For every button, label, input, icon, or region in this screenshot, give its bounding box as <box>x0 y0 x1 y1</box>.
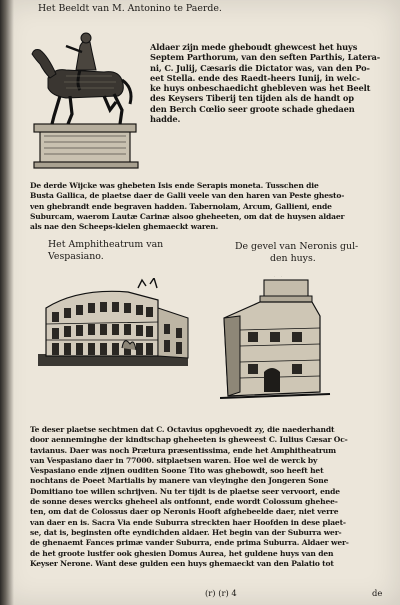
text-line: De derde Wijcke was ghebeten Isis ende Serapis moneta. Tusschen die <box>30 181 319 190</box>
text-line: de sonne deses wercks gheheel als ontfonnt, ende wordt Colossum ghehee- <box>30 497 338 507</box>
amphitheatre-caption-line1: Het Amphitheatrum van <box>48 239 164 250</box>
paragraph-third-ward <box>30 181 392 232</box>
text-line: Keyser Nerone. Want dese gulden een huys ghemaeckt van den Palatio tot <box>30 558 334 568</box>
text-line: nochtans de Poeet Martialis by manere van vleyinghe den Jongeren Sone <box>30 476 329 486</box>
text-line: Te deser plaetse sechtmen dat C. Octavius opghevoedt zy, die naederhandt <box>30 425 335 434</box>
text-line: Aldaer zijn mede gheboudt ghewcest het huys <box>150 42 358 52</box>
text-line: ven ghebrandt ende begraven hadden. Tabernolam, Arcum, Gallieni, ende <box>30 201 332 211</box>
text-line: Busta Gallica, de plaetse daer de Galli veele van den haren van Peste ghesto- <box>30 191 345 201</box>
text-line: door aenneminghe der kindtschap gheheeten is gheweest C. Iulius Cæsar Oc- <box>30 435 348 445</box>
text-line: van daer en is. Sacra Via ende Suburra streckten haer Hoofden in dese plaet- <box>30 517 346 527</box>
text-line: Vespasiano ende zijnen ouditen Soone Tito was ghebowdt, soo heeft het <box>30 466 324 476</box>
text-line: de het groote lustfer ook ghesien Domus Aurea, het guldene huys van den <box>30 548 334 558</box>
nero-caption-line1: De gevel van Neronis gul- <box>235 241 359 252</box>
text-line: hadde. <box>150 114 181 125</box>
text-line: Suburcam, waerom Lautæ Carinæ alsoo gheheeten, om dat de huysen aldaer <box>30 211 345 221</box>
text-line: als nae den Scheeps-kielen ghemaeckt waren. <box>30 222 219 232</box>
text-line: van Vespasiano daer in 77000. sitplaetsen waren. Hoe wel de werck by <box>30 455 318 465</box>
text-line: de ghenaemt Fances primæ vander Suburra, ende prima Suburra. Aldaer wer- <box>30 538 349 548</box>
amphitheatre-illustration <box>38 278 190 368</box>
text-line: ten, om dat de Colossus daer op Neronis Hooft afghebeelde daer, niet verre <box>30 507 339 517</box>
equestrian-statue-illustration <box>26 30 146 170</box>
text-line: Septem Parthorum, van den seften Parthis, Latera- <box>150 52 381 63</box>
signature-mark: (r) (r) 4 <box>205 588 237 598</box>
paragraph-amphitheatre <box>30 425 392 569</box>
amphitheatre-caption-line2: Vespasiano. <box>48 251 104 262</box>
text-line: Domitiano toe willen schrijven. Nu ter tijdt is de plaetse seer vervoort, ende <box>30 486 340 496</box>
nero-caption-line2: den huys. <box>270 253 316 264</box>
text-line: eet Stella. ende des Raedt-heers Iunij, in welc- <box>150 72 360 83</box>
paragraph-houses <box>150 42 390 124</box>
golden-house-facade-illustration <box>220 276 332 402</box>
text-line: ke huys onbeschaedicht ghebleven was het Beelt <box>150 83 371 94</box>
text-line: des Keysers Tiberij ten tijden als de handt op <box>150 93 354 104</box>
page-gutter-shadow <box>0 0 14 605</box>
catchword: de <box>372 588 383 598</box>
text-line: ni, C. Julij, Cæsaris die Dictator was, van den Po- <box>150 62 370 73</box>
text-line: den Berch Cœlio seer groote schade ghedaen <box>150 103 355 114</box>
text-line: tavianus. Daer was noch Prætura præsentissima, ende het Amphitheatrum <box>30 445 336 455</box>
statue-caption: Het Beeldt van M. Antonino te Paerde. <box>38 3 222 14</box>
text-line: se, dat is, beginsten ofte eyndichden aldaer. Het begin van der Suburra wer- <box>30 527 342 537</box>
